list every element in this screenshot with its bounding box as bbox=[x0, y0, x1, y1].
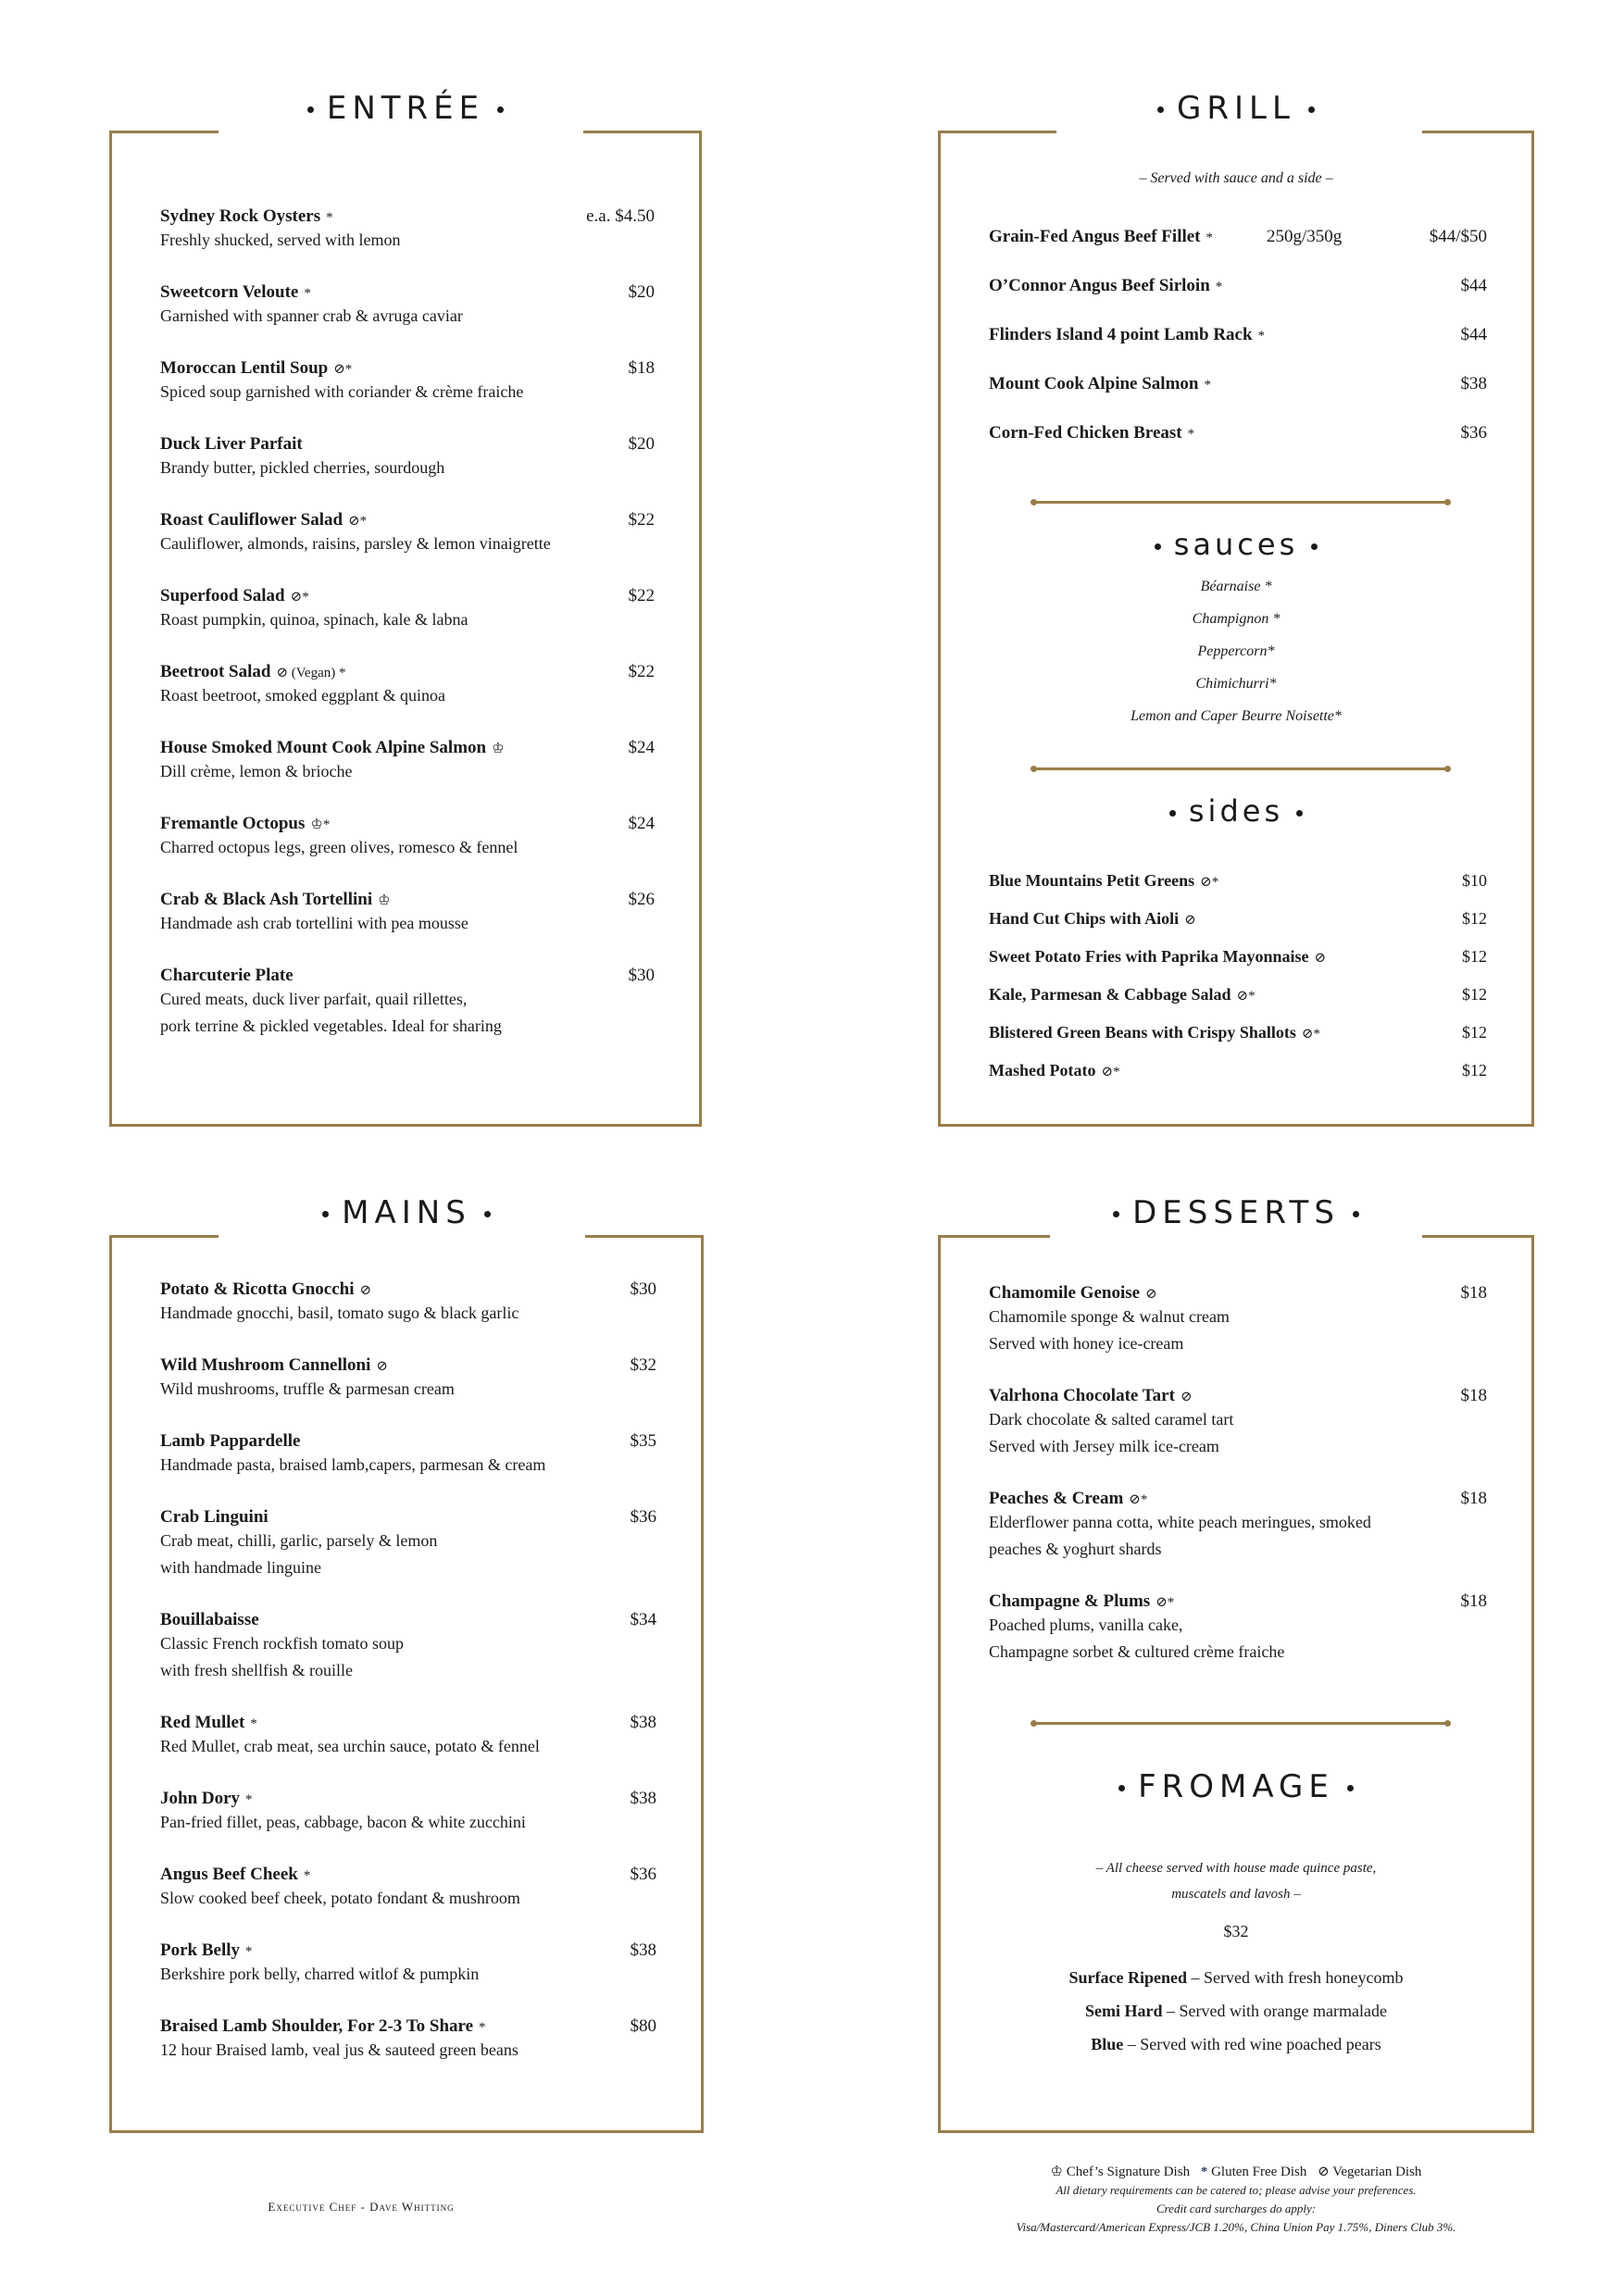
menu-item-description: peaches & yoghurt shards bbox=[989, 1540, 1162, 1558]
menu-item-description: Wild mushrooms, truffle & parmesan cream bbox=[160, 1379, 455, 1398]
side-item-price: $12 bbox=[1462, 985, 1487, 1004]
cheese-name: Surface Ripened bbox=[1068, 1968, 1188, 1987]
menu-item bbox=[160, 2016, 656, 2064]
menu-item-description: Garnished with spanner crab & avruga caviar bbox=[160, 306, 463, 325]
menu-item bbox=[160, 890, 655, 937]
dietary-symbols: ⊘ bbox=[1180, 1390, 1193, 1404]
dietary-symbols: ⊘* bbox=[1156, 1595, 1175, 1610]
side-item-price: $12 bbox=[1462, 947, 1487, 966]
dietary-symbols: ⊘* bbox=[1129, 1492, 1148, 1507]
grill-item-name: Grain-Fed Angus Beef Fillet bbox=[989, 227, 1201, 246]
grill-item-price: $44 bbox=[1460, 325, 1487, 344]
menu-item-row bbox=[160, 1713, 656, 1733]
menu-item-price: $18 bbox=[1460, 1591, 1487, 1611]
sauces-title: sauces bbox=[941, 527, 1531, 562]
desserts-panel bbox=[938, 1194, 1534, 2133]
menu-item-name: Red Mullet bbox=[160, 1713, 245, 1732]
menu-item bbox=[160, 1865, 656, 1912]
menu-item-name: Beetroot Salad bbox=[160, 662, 271, 681]
menu-item-description: Spiced soup garnished with coriander & crème fraiche bbox=[160, 382, 524, 401]
sauce-item: Champignon * bbox=[1192, 611, 1280, 627]
menu-item-row bbox=[989, 1591, 1487, 1612]
menu-item-price: $32 bbox=[630, 1355, 656, 1375]
menu-item bbox=[160, 662, 655, 709]
menu-item-price: $34 bbox=[630, 1610, 656, 1629]
menu-item-row bbox=[989, 1386, 1487, 1406]
menu-item bbox=[989, 1283, 1487, 1357]
dietary-symbols: * bbox=[245, 1944, 253, 1959]
side-item bbox=[989, 1061, 1487, 1080]
menu-item-description: Handmade ash crab tortellini with pea mousse bbox=[160, 914, 468, 932]
menu-item-name: Pork Belly bbox=[160, 1940, 241, 1960]
sides-title: sides bbox=[941, 793, 1531, 829]
menu-item-row bbox=[160, 966, 655, 986]
grill-title: GRILL bbox=[941, 90, 1531, 127]
cheese-name: Semi Hard bbox=[1085, 2002, 1163, 2020]
menu-item-description: Served with honey ice-cream bbox=[989, 1334, 1184, 1353]
menu-item bbox=[160, 1431, 656, 1479]
menu-item-row bbox=[160, 586, 655, 606]
menu-item-description: Elderflower panna cotta, white peach meringues, smoked bbox=[989, 1513, 1371, 1531]
grill-item bbox=[989, 423, 1487, 443]
menu-item-row bbox=[160, 1507, 656, 1528]
desserts-title: DESSERTS bbox=[941, 1194, 1531, 1231]
menu-item bbox=[160, 1610, 656, 1684]
menu-item-description: Freshly shucked, served with lemon bbox=[160, 231, 401, 249]
menu-item-price: $24 bbox=[628, 738, 655, 757]
menu-item-name: Champagne & Plums bbox=[989, 1591, 1151, 1611]
grill-item-name: Mount Cook Alpine Salmon bbox=[989, 374, 1199, 393]
menu-item-row bbox=[160, 1865, 656, 1885]
side-item-name: Blue Mountains Petit Greens bbox=[989, 871, 1195, 890]
grill-note: – Served with sauce and a side – bbox=[1139, 170, 1333, 186]
menu-item-row bbox=[160, 282, 655, 303]
menu-item-price: $38 bbox=[630, 1713, 656, 1732]
menu-item-price: $20 bbox=[628, 282, 655, 302]
menu-item-description: Dark chocolate & salted caramel tart bbox=[989, 1410, 1234, 1429]
menu-item-price: $22 bbox=[628, 586, 655, 605]
menu-item bbox=[160, 358, 655, 406]
gluten-free-icon: * bbox=[1200, 2165, 1208, 2179]
menu-item-row bbox=[160, 1610, 656, 1630]
dietary-symbols: ⊘ bbox=[376, 1359, 388, 1374]
menu-item-name: Sydney Rock Oysters bbox=[160, 206, 321, 226]
menu-item-row bbox=[160, 1431, 656, 1452]
dietary-symbols: ♔ bbox=[492, 742, 505, 756]
menu-item-row bbox=[160, 1355, 656, 1376]
side-item bbox=[989, 985, 1487, 1004]
menu-item-name: Lamb Pappardelle bbox=[160, 1431, 301, 1451]
menu-item-price: $30 bbox=[630, 1279, 656, 1299]
side-item-name: Hand Cut Chips with Aioli bbox=[989, 909, 1180, 928]
grill-item-price: $36 bbox=[1460, 423, 1487, 443]
grill-item-price: $44/$50 bbox=[1429, 227, 1487, 246]
desserts-divider bbox=[1033, 1722, 1448, 1725]
menu-item-name: Crab Linguini bbox=[160, 1507, 269, 1527]
fromage-note-2: muscatels and lavosh – bbox=[1171, 1887, 1301, 1902]
fromage-title: FROMAGE bbox=[941, 1768, 1531, 1805]
menu-item-description: Berkshire pork belly, charred witlof & pumpkin bbox=[160, 1965, 480, 1983]
grill-panel bbox=[938, 90, 1534, 1127]
menu-item bbox=[160, 966, 655, 1040]
menu-item-description: Dill crème, lemon & brioche bbox=[160, 762, 353, 780]
dietary-symbols: ⊘* bbox=[290, 590, 309, 605]
menu-item-description: Roast beetroot, smoked eggplant & quinoa bbox=[160, 686, 445, 705]
menu-item-name: Braised Lamb Shoulder, For 2-3 To Share bbox=[160, 2016, 474, 2036]
menu-item-name: John Dory bbox=[160, 1789, 241, 1808]
footer-legend: ♔ Chef’s Signature Dish * Gluten Free Dish ⊘ Vegetarian Dish bbox=[1050, 2165, 1422, 2179]
menu-item bbox=[160, 738, 655, 785]
dietary-symbols: ⊘* bbox=[1236, 989, 1255, 1004]
menu-item-description: pork terrine & pickled vegetables. Ideal for sharing bbox=[160, 1017, 502, 1035]
menu-item bbox=[160, 434, 655, 481]
menu-item-description: Cauliflower, almonds, raisins, parsley & lemon vinaigrette bbox=[160, 534, 551, 553]
side-item-price: $12 bbox=[1462, 1061, 1487, 1079]
menu-item-description: Slow cooked beef cheek, potato fondant & mushroom bbox=[160, 1889, 520, 1907]
entree-panel bbox=[109, 90, 702, 1127]
dietary-symbols: * bbox=[1215, 280, 1223, 294]
menu-item-row bbox=[160, 434, 655, 455]
menu-item bbox=[160, 586, 655, 633]
menu-item bbox=[160, 510, 655, 557]
menu-item-name: Fremantle Octopus bbox=[160, 814, 306, 833]
cheese-description: – Served with orange marmalade bbox=[1162, 2002, 1387, 2020]
menu-item-description: Roast pumpkin, quinoa, spinach, kale & labna bbox=[160, 610, 468, 629]
menu-item bbox=[160, 814, 655, 861]
grill-item-name: Corn-Fed Chicken Breast bbox=[989, 423, 1182, 443]
dietary-symbols: * bbox=[1204, 378, 1211, 393]
menu-item-description: Champagne sorbet & cultured crème fraiche bbox=[989, 1642, 1285, 1661]
menu-item-row bbox=[160, 1940, 656, 1961]
menu-item-description: Chamomile sponge & walnut cream bbox=[989, 1307, 1230, 1326]
grill-item bbox=[989, 276, 1487, 296]
menu-item-name: Charcuterie Plate bbox=[160, 966, 294, 985]
side-item-name: Blistered Green Beans with Crispy Shallots bbox=[989, 1023, 1296, 1042]
side-item-price: $10 bbox=[1462, 871, 1487, 890]
menu-item-description: with fresh shellfish & rouille bbox=[160, 1661, 353, 1679]
menu-item-price: e.a. $4.50 bbox=[586, 206, 655, 226]
menu-item-price: $18 bbox=[1460, 1489, 1487, 1508]
menu-item-description: Pan-fried fillet, peas, cabbage, bacon & white zucchini bbox=[160, 1813, 526, 1831]
menu-item-description: Charred octopus legs, green olives, romesco & fennel bbox=[160, 838, 518, 856]
menu-item-description: with handmade linguine bbox=[160, 1558, 321, 1577]
menu-item bbox=[160, 1789, 656, 1836]
menu-item-description: Crab meat, chilli, garlic, parsely & lemon bbox=[160, 1531, 438, 1550]
menu-item-name: Valrhona Chocolate Tart bbox=[989, 1386, 1175, 1405]
grill-item bbox=[989, 374, 1487, 394]
dietary-symbols: ⊘ bbox=[1314, 951, 1327, 966]
sauce-item: Béarnaise * bbox=[1200, 579, 1272, 594]
grill-item bbox=[989, 227, 1487, 247]
menu-item bbox=[160, 1279, 656, 1327]
menu-item-description: Served with Jersey milk ice-cream bbox=[989, 1437, 1219, 1455]
menu-item-price: $22 bbox=[628, 510, 655, 530]
signature-icon: ♔ bbox=[1050, 2165, 1063, 2179]
menu-item-name: Peaches & Cream bbox=[989, 1489, 1124, 1508]
dietary-symbols: * bbox=[1257, 329, 1266, 343]
dietary-symbols: ⊘ bbox=[1145, 1287, 1157, 1302]
menu-item-row bbox=[989, 1489, 1487, 1509]
menu-item-row bbox=[160, 358, 655, 379]
dietary-symbols: ⊘ bbox=[359, 1283, 372, 1298]
grill-item bbox=[989, 325, 1487, 345]
menu-item bbox=[989, 1386, 1487, 1460]
menu-item-price: $35 bbox=[630, 1431, 656, 1451]
side-item bbox=[989, 947, 1487, 967]
grill-item-name: O’Connor Angus Beef Sirloin bbox=[989, 276, 1210, 295]
side-item-name: Mashed Potato bbox=[989, 1061, 1096, 1079]
menu-item-name: Angus Beef Cheek bbox=[160, 1865, 298, 1884]
dietary-symbols: ⊘* bbox=[1200, 875, 1219, 890]
dietary-symbols: ⊘* bbox=[348, 514, 368, 529]
menu-item bbox=[160, 1940, 656, 1988]
menu-item-description: Handmade pasta, braised lamb,capers, parmesan & cream bbox=[160, 1455, 546, 1474]
menu-item-description: Classic French rockfish tomato soup bbox=[160, 1634, 404, 1653]
grill-item-weight: 250g/350g bbox=[1267, 227, 1343, 246]
menu-item bbox=[160, 1355, 656, 1403]
menu-item-price: $18 bbox=[628, 358, 655, 378]
grill-divider-1 bbox=[1033, 501, 1448, 504]
footer-line-3: Visa/Mastercard/American Express/JCB 1.20%, China Union Pay 1.75%, Diners Club 3%. bbox=[1016, 2220, 1456, 2234]
menu-item-description: Handmade gnocchi, basil, tomato sugo & black garlic bbox=[160, 1304, 519, 1322]
menu-item bbox=[989, 1591, 1487, 1666]
grill-item-price: $44 bbox=[1460, 276, 1487, 295]
dietary-symbols: * bbox=[1187, 427, 1195, 442]
sauce-item: Peppercorn* bbox=[1197, 643, 1275, 659]
cheese-name: Blue bbox=[1091, 2035, 1124, 2053]
dietary-symbols: ⊘* bbox=[1301, 1027, 1320, 1042]
grill-item-name: Flinders Island 4 point Lamb Rack bbox=[989, 325, 1253, 344]
menu-item-price: $80 bbox=[630, 2016, 656, 2036]
cheese-item bbox=[941, 1968, 1531, 1988]
dietary-symbols: ⊘* bbox=[333, 362, 353, 377]
dietary-symbols: * bbox=[303, 1868, 311, 1883]
dietary-symbols: ⊘* bbox=[1101, 1065, 1120, 1079]
menu-item bbox=[160, 1713, 656, 1760]
side-item-price: $12 bbox=[1462, 909, 1487, 928]
dietary-symbols: * bbox=[1206, 231, 1214, 245]
menu-item-row bbox=[160, 206, 655, 227]
menu-item-description: Red Mullet, crab meat, sea urchin sauce, potato & fennel bbox=[160, 1737, 540, 1755]
menu-item-row bbox=[160, 1279, 656, 1300]
vegetarian-icon: ⊘ bbox=[1318, 2165, 1330, 2179]
side-item bbox=[989, 871, 1487, 891]
menu-item-description: Cured meats, duck liver parfait, quail rillettes, bbox=[160, 990, 468, 1008]
dietary-symbols: ♔ bbox=[378, 893, 391, 908]
menu-item-name: Roast Cauliflower Salad bbox=[160, 510, 344, 530]
dietary-symbols: * bbox=[245, 1792, 253, 1807]
menu-item-name: Duck Liver Parfait bbox=[160, 434, 303, 454]
menu-item-row bbox=[160, 1789, 656, 1809]
menu-item-price: $38 bbox=[630, 1940, 656, 1960]
menu-item bbox=[160, 282, 655, 330]
cheese-description: – Served with fresh honeycomb bbox=[1187, 1968, 1404, 1987]
grill-item-price: $38 bbox=[1460, 374, 1487, 393]
menu-item-name: Sweetcorn Veloute bbox=[160, 282, 299, 302]
menu-item-price: $24 bbox=[628, 814, 655, 833]
dietary-symbols: * bbox=[479, 2020, 486, 2035]
side-item bbox=[989, 909, 1487, 929]
footer-line-2: Credit card surcharges do apply: bbox=[1156, 2202, 1317, 2215]
menu-item-row bbox=[160, 890, 655, 910]
side-item-price: $12 bbox=[1462, 1023, 1487, 1042]
menu-item-price: $22 bbox=[628, 662, 655, 681]
menu-item-description: 12 hour Braised lamb, veal jus & sauteed green beans bbox=[160, 2040, 518, 2059]
cheese-item bbox=[941, 2002, 1531, 2021]
menu-item-name: Potato & Ricotta Gnocchi bbox=[160, 1279, 355, 1299]
dietary-symbols: ⊘ (Vegan) * bbox=[276, 666, 346, 680]
side-item-name: Kale, Parmesan & Cabbage Salad bbox=[989, 985, 1231, 1004]
menu-item-name: House Smoked Mount Cook Alpine Salmon bbox=[160, 738, 487, 757]
side-item-name: Sweet Potato Fries with Paprika Mayonnaise bbox=[989, 947, 1309, 966]
menu-item-row bbox=[160, 814, 655, 834]
cheese-item bbox=[941, 2035, 1531, 2054]
menu-item-name: Chamomile Genoise bbox=[989, 1283, 1141, 1303]
menu-item-name: Moroccan Lentil Soup bbox=[160, 358, 329, 378]
fromage-note-1: – All cheese served with house made quince paste, bbox=[1095, 1861, 1377, 1876]
menu-item-row bbox=[989, 1283, 1487, 1304]
side-item bbox=[989, 1023, 1487, 1042]
menu-item-row bbox=[160, 510, 655, 530]
menu-item-price: $18 bbox=[1460, 1283, 1487, 1303]
sauce-item: Chimichurri* bbox=[1195, 676, 1277, 692]
sauce-item: Lemon and Caper Beurre Noisette* bbox=[1131, 708, 1342, 724]
executive-chef: Executive Chef - Dave Whitting bbox=[268, 2200, 455, 2214]
dietary-symbols: ⊘ bbox=[1184, 913, 1196, 928]
mains-panel bbox=[109, 1194, 704, 2133]
menu-item-price: $18 bbox=[1460, 1386, 1487, 1405]
menu-item-price: $20 bbox=[628, 434, 655, 454]
menu-item-name: Wild Mushroom Cannelloni bbox=[160, 1355, 371, 1375]
menu-item-price: $30 bbox=[628, 966, 655, 985]
menu-item-name: Bouillabaisse bbox=[160, 1610, 259, 1629]
fromage-price: $32 bbox=[1223, 1922, 1249, 1940]
entree-title: ENTRÉE bbox=[112, 90, 699, 127]
menu-item-price: $38 bbox=[630, 1789, 656, 1808]
menu-item-row bbox=[160, 662, 655, 682]
cheese-description: – Served with red wine poached pears bbox=[1123, 2035, 1381, 2053]
menu-item bbox=[989, 1489, 1487, 1563]
dietary-symbols: * bbox=[326, 210, 333, 225]
mains-title: MAINS bbox=[112, 1194, 701, 1231]
menu-item-description: Brandy butter, pickled cherries, sourdough bbox=[160, 458, 445, 477]
footer-line-1: All dietary requirements can be catered to; please advise your preferences. bbox=[1056, 2183, 1417, 2197]
menu-item-row bbox=[160, 2016, 656, 2037]
menu-item-name: Crab & Black Ash Tortellini bbox=[160, 890, 373, 909]
dietary-symbols: ♔* bbox=[310, 817, 331, 832]
menu-item-row bbox=[160, 738, 655, 758]
menu-item bbox=[160, 1507, 656, 1581]
menu-item-price: $36 bbox=[630, 1865, 656, 1884]
menu-item-name: Superfood Salad bbox=[160, 586, 285, 605]
dietary-symbols: * bbox=[250, 1716, 257, 1731]
menu-item-description: Poached plums, vanilla cake, bbox=[989, 1616, 1183, 1634]
menu-item-price: $26 bbox=[628, 890, 655, 909]
menu-item bbox=[160, 206, 655, 254]
dietary-symbols: * bbox=[304, 286, 311, 301]
grill-divider-2 bbox=[1033, 767, 1448, 770]
menu-item-price: $36 bbox=[630, 1507, 656, 1527]
